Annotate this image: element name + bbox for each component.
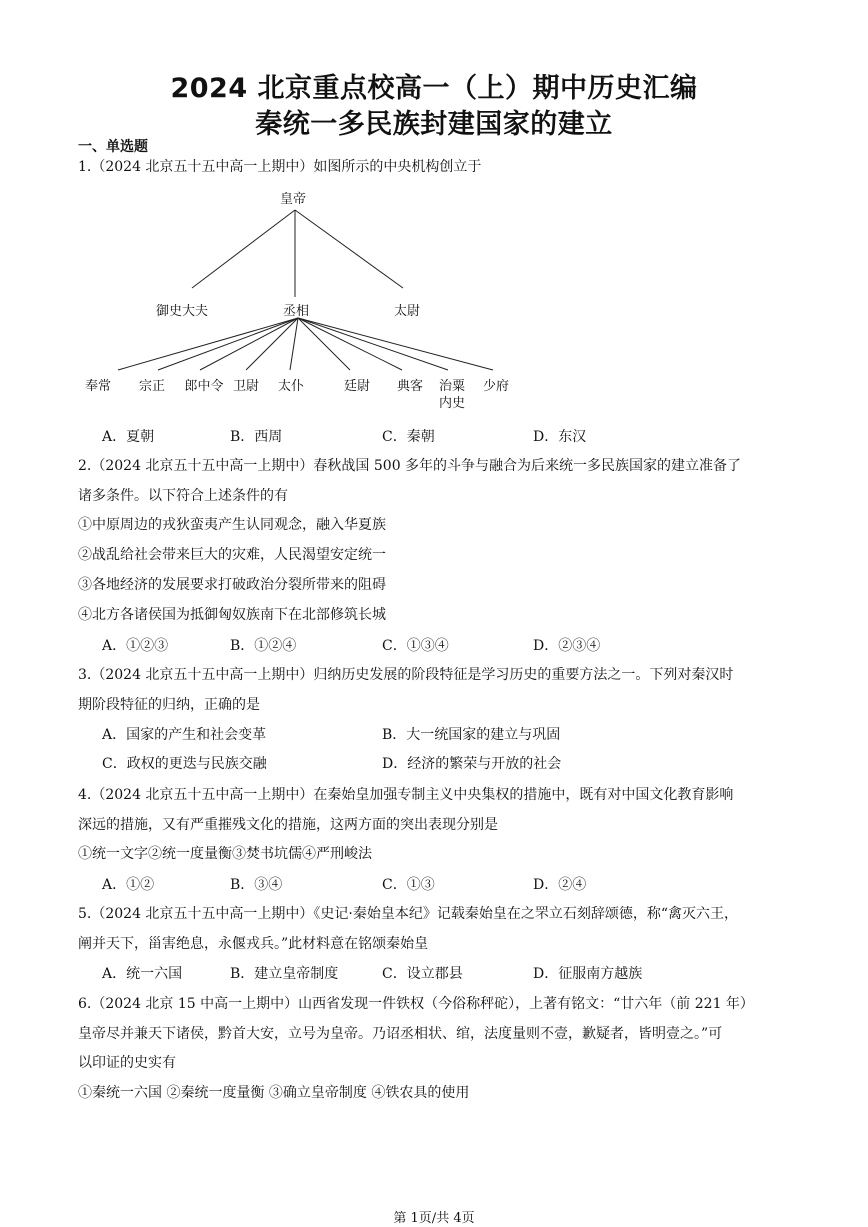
q2-stem-line2: 诸多条件。以下符合上述条件的有 xyxy=(78,488,288,504)
q5-stem-line2: 阐并天下，甾害绝息，永偃戎兵。”此材料意在铭颂秦始皇 xyxy=(78,936,429,952)
q4-option[interactable]: D．②④ xyxy=(533,877,587,893)
q3-option[interactable]: A．国家的产生和社会变革 xyxy=(102,727,267,743)
q1-option[interactable]: B．西周 xyxy=(230,429,283,445)
q1-option[interactable]: C．秦朝 xyxy=(382,429,435,445)
q5-option[interactable]: B．建立皇帝制度 xyxy=(230,966,339,982)
q4-item: ①统一文字②统一度量衡③焚书坑儒④严刑峻法 xyxy=(78,846,372,862)
node-minister: 治粟 xyxy=(438,379,466,394)
q5-option[interactable]: D．征服南方越族 xyxy=(533,966,643,982)
node-minister: 廷尉 xyxy=(343,379,371,394)
q2-item: ③各地经济的发展要求打破政治分裂所带来的阻碍 xyxy=(78,577,386,593)
q2-item: ②战乱给社会带来巨大的灾难，人民渴望安定统一 xyxy=(78,547,386,563)
q3-option[interactable]: C．政权的更迭与民族交融 xyxy=(102,756,267,772)
node-commandant: 太尉 xyxy=(393,304,421,319)
q3-option[interactable]: D．经济的繁荣与开放的社会 xyxy=(382,756,562,772)
q4-stem-line1: 4.（2024 北京五十五中高一上期中）在秦始皇加强专制主义中央集权的措施中，既有对中国文化教育影响 xyxy=(78,787,734,803)
q3-stem-line2: 期阶段特征的归纳，正确的是 xyxy=(78,697,260,713)
q2-option[interactable]: A．①②③ xyxy=(102,638,169,654)
doc-title-line2: 秦统一多民族封建国家的建立 xyxy=(255,109,613,140)
diagram-lines xyxy=(118,210,493,370)
node-minister: 典客 xyxy=(396,379,424,394)
section-heading: 一、单选题 xyxy=(78,139,148,155)
q4-stem-line2: 深远的措施，又有严重摧残文化的措施，这两方面的突出表现分别是 xyxy=(78,817,498,833)
q1-option[interactable]: D．东汉 xyxy=(533,429,587,445)
q2-stem-line1: 2.（2024 北京五十五中高一上期中）春秋战国 500 多年的斗争与融合为后来统一多民族国家的建立准备了 xyxy=(78,458,742,474)
q6-stem-line3: 以印证的史实有 xyxy=(78,1055,176,1071)
q2-option[interactable]: B．①②④ xyxy=(230,638,297,654)
page-footer: 第 1页/共 4页 xyxy=(393,1211,475,1226)
node-minister: 少府 xyxy=(482,379,510,394)
q4-option[interactable]: C．①③ xyxy=(382,877,435,893)
node-emperor: 皇帝 xyxy=(279,192,307,207)
q3-option[interactable]: B．大一统国家的建立与巩固 xyxy=(382,727,561,743)
doc-title-line1: 2024 北京重点校高一（上）期中历史汇编 xyxy=(170,73,698,104)
node-minister-extra: 内史 xyxy=(438,396,466,411)
q6-stem-line2: 皇帝尽并兼天下诸侯，黔首大安，立号为皇帝。乃诏丞相状、绾，法度量则不壹，歉疑者，皆明壹之。”可 xyxy=(78,1026,723,1042)
q6-item: ①秦统一六国 ②秦统一度量衡 ③确立皇帝制度 ④铁农具的使用 xyxy=(78,1085,470,1101)
q3-stem-line1: 3.（2024 北京五十五中高一上期中）归纳历史发展的阶段特征是学习历史的重要方法之一。下列对秦汉时 xyxy=(78,667,734,683)
q4-option[interactable]: A．①② xyxy=(102,877,155,893)
q2-option[interactable]: D．②③④ xyxy=(533,638,601,654)
q2-item: ④北方各诸侯国为抵御匈奴族南下在北部修筑长城 xyxy=(78,607,386,623)
q1-option[interactable]: A．夏朝 xyxy=(102,429,155,445)
central-government-diagram xyxy=(0,0,868,420)
q5-option[interactable]: C．设立郡县 xyxy=(382,966,463,982)
node-minister: 宗正 xyxy=(138,379,166,394)
q1-stem: 1.（2024 北京五十五中高一上期中）如图所示的中央机构创立于 xyxy=(78,159,482,175)
q5-option[interactable]: A．统一六国 xyxy=(102,966,183,982)
node-censor: 御史大夫 xyxy=(155,304,209,319)
node-minister: 奉常 xyxy=(84,379,112,394)
node-minister: 郎中令 xyxy=(184,379,224,394)
q6-stem-line1: 6.（2024 北京 15 中高一上期中）山西省发现一件铁权（今俗称秤砣），上著有铭文：“廿六年（前 221 年） xyxy=(78,996,754,1012)
q5-stem-line1: 5.（2024 北京五十五中高一上期中）《史记·秦始皇本纪》记载秦始皇在之罘立石刻辞颂德，称“禽灭六王， xyxy=(78,906,739,922)
q2-option[interactable]: C．①③④ xyxy=(382,638,449,654)
q2-item: ①中原周边的戎狄蛮夷产生认同观念，融入华夏族 xyxy=(78,517,386,533)
node-chancellor: 丞相 xyxy=(282,304,310,319)
node-minister: 太仆 xyxy=(277,379,305,394)
node-minister: 卫尉 xyxy=(232,379,260,394)
q4-option[interactable]: B．③④ xyxy=(230,877,283,893)
